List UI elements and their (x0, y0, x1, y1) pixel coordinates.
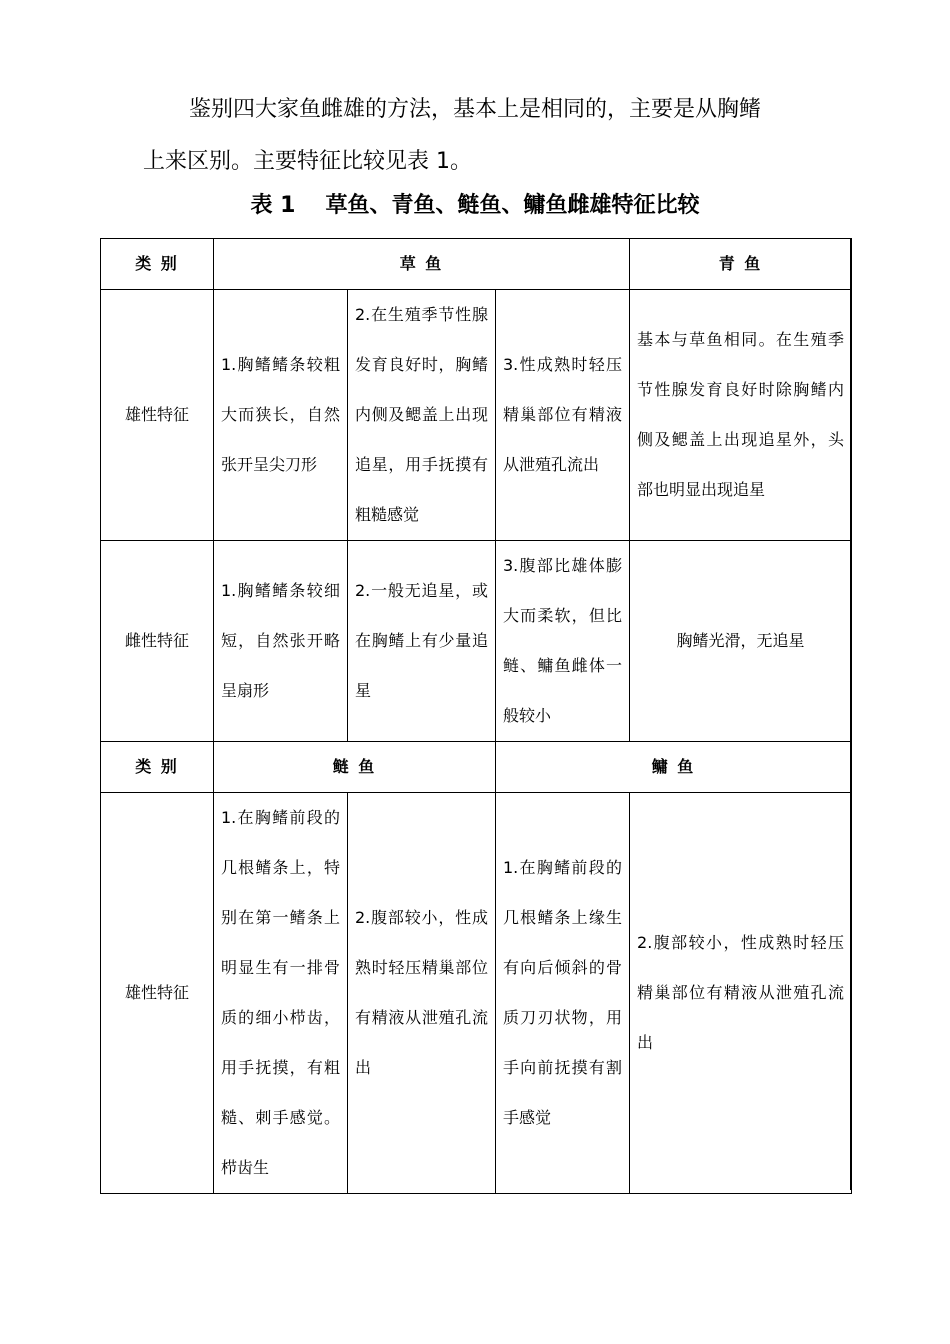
bighead-carp-male-trait-2: 2.腹部较小，性成熟时轻压精巢部位有精液从泄殖孔流出 (630, 793, 852, 1194)
comparison-table (100, 238, 852, 1194)
table-number: 表 1 (250, 193, 296, 218)
silver-carp-male-trait-2: 2.腹部较小，性成熟时轻压精巢部位有精液从泄殖孔流出 (348, 793, 496, 1194)
black-carp-female-trait: 胸鳍光滑，无追星 (630, 541, 852, 742)
table-caption (0, 188, 950, 219)
header-category: 类 别 (101, 239, 214, 290)
silver-carp-male-trait-1: 1.在胸鳍前段的几根鳍条上，特别在第一鳍条上明显生有一排骨质的细小栉齿，用手抚摸，有粗糙、刺手感觉。栉齿生 (214, 793, 348, 1194)
intro-line-2: 上来区别。主要特征比较见表 1。 (143, 149, 472, 174)
male-row-1 (101, 290, 852, 541)
male-label-2: 雄性特征 (101, 793, 214, 1194)
header-silver-carp: 鲢 鱼 (214, 742, 496, 793)
intro-paragraph (143, 84, 823, 188)
black-carp-male-trait: 基本与草鱼相同。在生殖季节性腺发育良好时除胸鳍内侧及鳃盖上出现追星外，头部也明显出现追星 (630, 290, 852, 541)
table-right-rule (850, 238, 852, 1190)
header-bighead-carp: 鳙 鱼 (496, 742, 852, 793)
male-label: 雄性特征 (101, 290, 214, 541)
grass-carp-female-trait-1: 1.胸鳍鳍条较细短，自然张开略呈扇形 (214, 541, 348, 742)
header-row-1 (101, 239, 852, 290)
female-label: 雌性特征 (101, 541, 214, 742)
header-category-2: 类 别 (101, 742, 214, 793)
header-grass-carp: 草 鱼 (214, 239, 630, 290)
grass-carp-male-trait-2: 2.在生殖季节性腺发育良好时，胸鳍内侧及鳃盖上出现追星，用手抚摸有粗糙感觉 (348, 290, 496, 541)
header-row-2 (101, 742, 852, 793)
table-title: 草鱼、青鱼、鲢鱼、鳙鱼雌雄特征比较 (325, 193, 700, 218)
intro-line-1: 鉴别四大家鱼雌雄的方法，基本上是相同的，主要是从胸鳍 (189, 97, 762, 122)
male-row-2 (101, 793, 852, 1194)
grass-carp-male-trait-3: 3.性成熟时轻压精巢部位有精液从泄殖孔流出 (496, 290, 630, 541)
grass-carp-male-trait-1: 1.胸鳍鳍条较粗大而狭长，自然张开呈尖刀形 (214, 290, 348, 541)
grass-carp-female-trait-3: 3.腹部比雄体膨大而柔软，但比鲢、鳙鱼雌体一般较小 (496, 541, 630, 742)
header-black-carp: 青 鱼 (630, 239, 852, 290)
grass-carp-female-trait-2: 2.一般无追星，或在胸鳍上有少量追星 (348, 541, 496, 742)
bighead-carp-male-trait-1: 1.在胸鳍前段的几根鳍条上缘生有向后倾斜的骨质刀刃状物，用手向前抚摸有割手感觉 (496, 793, 630, 1194)
female-row-1 (101, 541, 852, 742)
